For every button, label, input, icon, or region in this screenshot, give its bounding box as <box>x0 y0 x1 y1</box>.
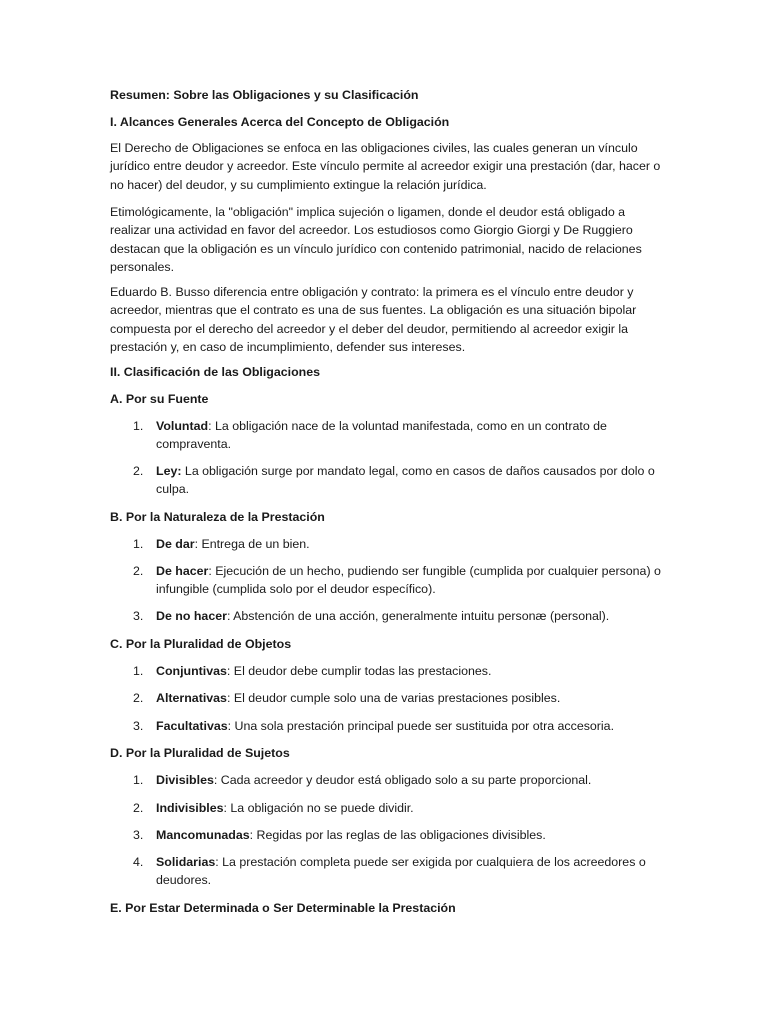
list-item-term: De hacer <box>156 564 209 578</box>
list-number: 3. <box>133 828 144 842</box>
list-item-description: : El deudor debe cumplir todas las prestaciones. <box>226 664 492 678</box>
list-number: 3. <box>133 609 144 623</box>
list-item-text <box>156 771 662 789</box>
list-item-description: : Ejecución de un hecho, pudiendo ser fungible (cumplida por cualquier persona) o infungible (cumplida solo por el deudor específico). <box>156 564 661 597</box>
subsection-heading-c: C. Por la Pluralidad de Objetos <box>110 637 292 651</box>
list-item-description: : Abstención de una acción, generalmente intuitu personæ (personal). <box>226 609 610 623</box>
list-item-text <box>156 799 662 817</box>
list-item-description: : Cada acreedor y deudor está obligado solo a su parte proporcional. <box>213 773 592 787</box>
list-item-term: Ley: <box>156 464 182 478</box>
list-item-text <box>156 535 662 553</box>
list-item-term: Mancomunadas <box>156 828 250 842</box>
list-item-description: : Entrega de un bien. <box>194 537 310 551</box>
list-number: 2. <box>133 801 144 815</box>
list-item-term: De no hacer <box>156 609 227 623</box>
list-number: 2. <box>133 564 144 578</box>
list-item-term: Indivisibles <box>156 801 224 815</box>
list-number: 1. <box>133 537 144 551</box>
list-item-description: : Una sola prestación principal puede ser sustituida por otra accesoria. <box>227 719 615 733</box>
list-number: 2. <box>133 464 144 478</box>
list-number: 1. <box>133 773 144 787</box>
list-item-description: : La prestación completa puede ser exigida por cualquiera de los acreedores o deudores. <box>156 855 646 888</box>
subsection-heading-e: E. Por Estar Determinada o Ser Determinable la Prestación <box>110 901 456 915</box>
list-item-description: La obligación surge por mandato legal, como en casos de daños causados por dolo o culpa. <box>156 464 655 497</box>
list-item-text <box>156 717 662 735</box>
list-item-text <box>156 607 662 625</box>
list-item-description: : Regidas por las reglas de las obligaciones divisibles. <box>249 828 546 842</box>
list-item-text <box>156 853 662 890</box>
section-heading-ii: II. Clasificación de las Obligaciones <box>110 365 321 379</box>
section-heading-i: I. Alcances Generales Acerca del Concepto de Obligación <box>110 115 450 129</box>
list-item-term: Solidarias <box>156 855 216 869</box>
list-item-text <box>156 462 662 499</box>
list-item-text <box>156 826 662 844</box>
paragraph-busso: Eduardo B. Busso diferencia entre obligación y contrato: la primera es el vínculo entre deudor y acreedor, mientras que el contrato es una de sus fuentes. La obligación es una situación bipolar compuesta por el derecho del acreedor y el deber del deudor, permitiendo al acreedor exigir la prestación y, en caso de incumplimiento, defender sus intereses. <box>110 285 637 354</box>
list-item-term: Divisibles <box>156 773 214 787</box>
list-item-term: Alternativas <box>156 691 227 705</box>
list-item-term: Voluntad <box>156 419 209 433</box>
subsection-heading-b: B. Por la Naturaleza de la Prestación <box>110 510 325 524</box>
list-item-description: : La obligación no se puede dividir. <box>223 801 414 815</box>
list-item-description: : La obligación nace de la voluntad manifestada, como en un contrato de compraventa. <box>156 419 607 452</box>
paragraph-etymology: Etimológicamente, la "obligación" implica sujeción o ligamen, donde el deudor está obligado a realizar una actividad en favor del acreedor. Los estudiosos como Giorgio Giorgi y De Ruggiero destacan que la obligación es un vínculo jurídico con contenido patrimonial, nacido de relaciones personales. <box>110 205 642 274</box>
list-number: 3. <box>133 719 144 733</box>
document-title: Resumen: Sobre las Obligaciones y su Clasificación <box>110 88 419 102</box>
list-number: 1. <box>133 664 144 678</box>
list-item-text <box>156 689 662 707</box>
subsection-heading-a: A. Por su Fuente <box>110 392 209 406</box>
list-item-text <box>156 662 662 680</box>
list-item-term: De dar <box>156 537 195 551</box>
paragraph-obligation-definition: El Derecho de Obligaciones se enfoca en las obligaciones civiles, las cuales generan un vínculo jurídico entre deudor y acreedor. Este vínculo permite al acreedor exigir una prestación (dar, hacer o no hacer) del deudor, y su cumplimiento extingue la relación jurídica. <box>110 141 661 192</box>
list-number: 1. <box>133 419 144 433</box>
list-number: 4. <box>133 855 144 869</box>
list-number: 2. <box>133 691 144 705</box>
list-item-description: : El deudor cumple solo una de varias prestaciones posibles. <box>226 691 561 705</box>
list-item-text <box>156 562 662 599</box>
list-item-term: Facultativas <box>156 719 228 733</box>
list-item-text <box>156 417 662 454</box>
subsection-heading-d: D. Por la Pluralidad de Sujetos <box>110 746 290 760</box>
list-item-term: Conjuntivas <box>156 664 227 678</box>
